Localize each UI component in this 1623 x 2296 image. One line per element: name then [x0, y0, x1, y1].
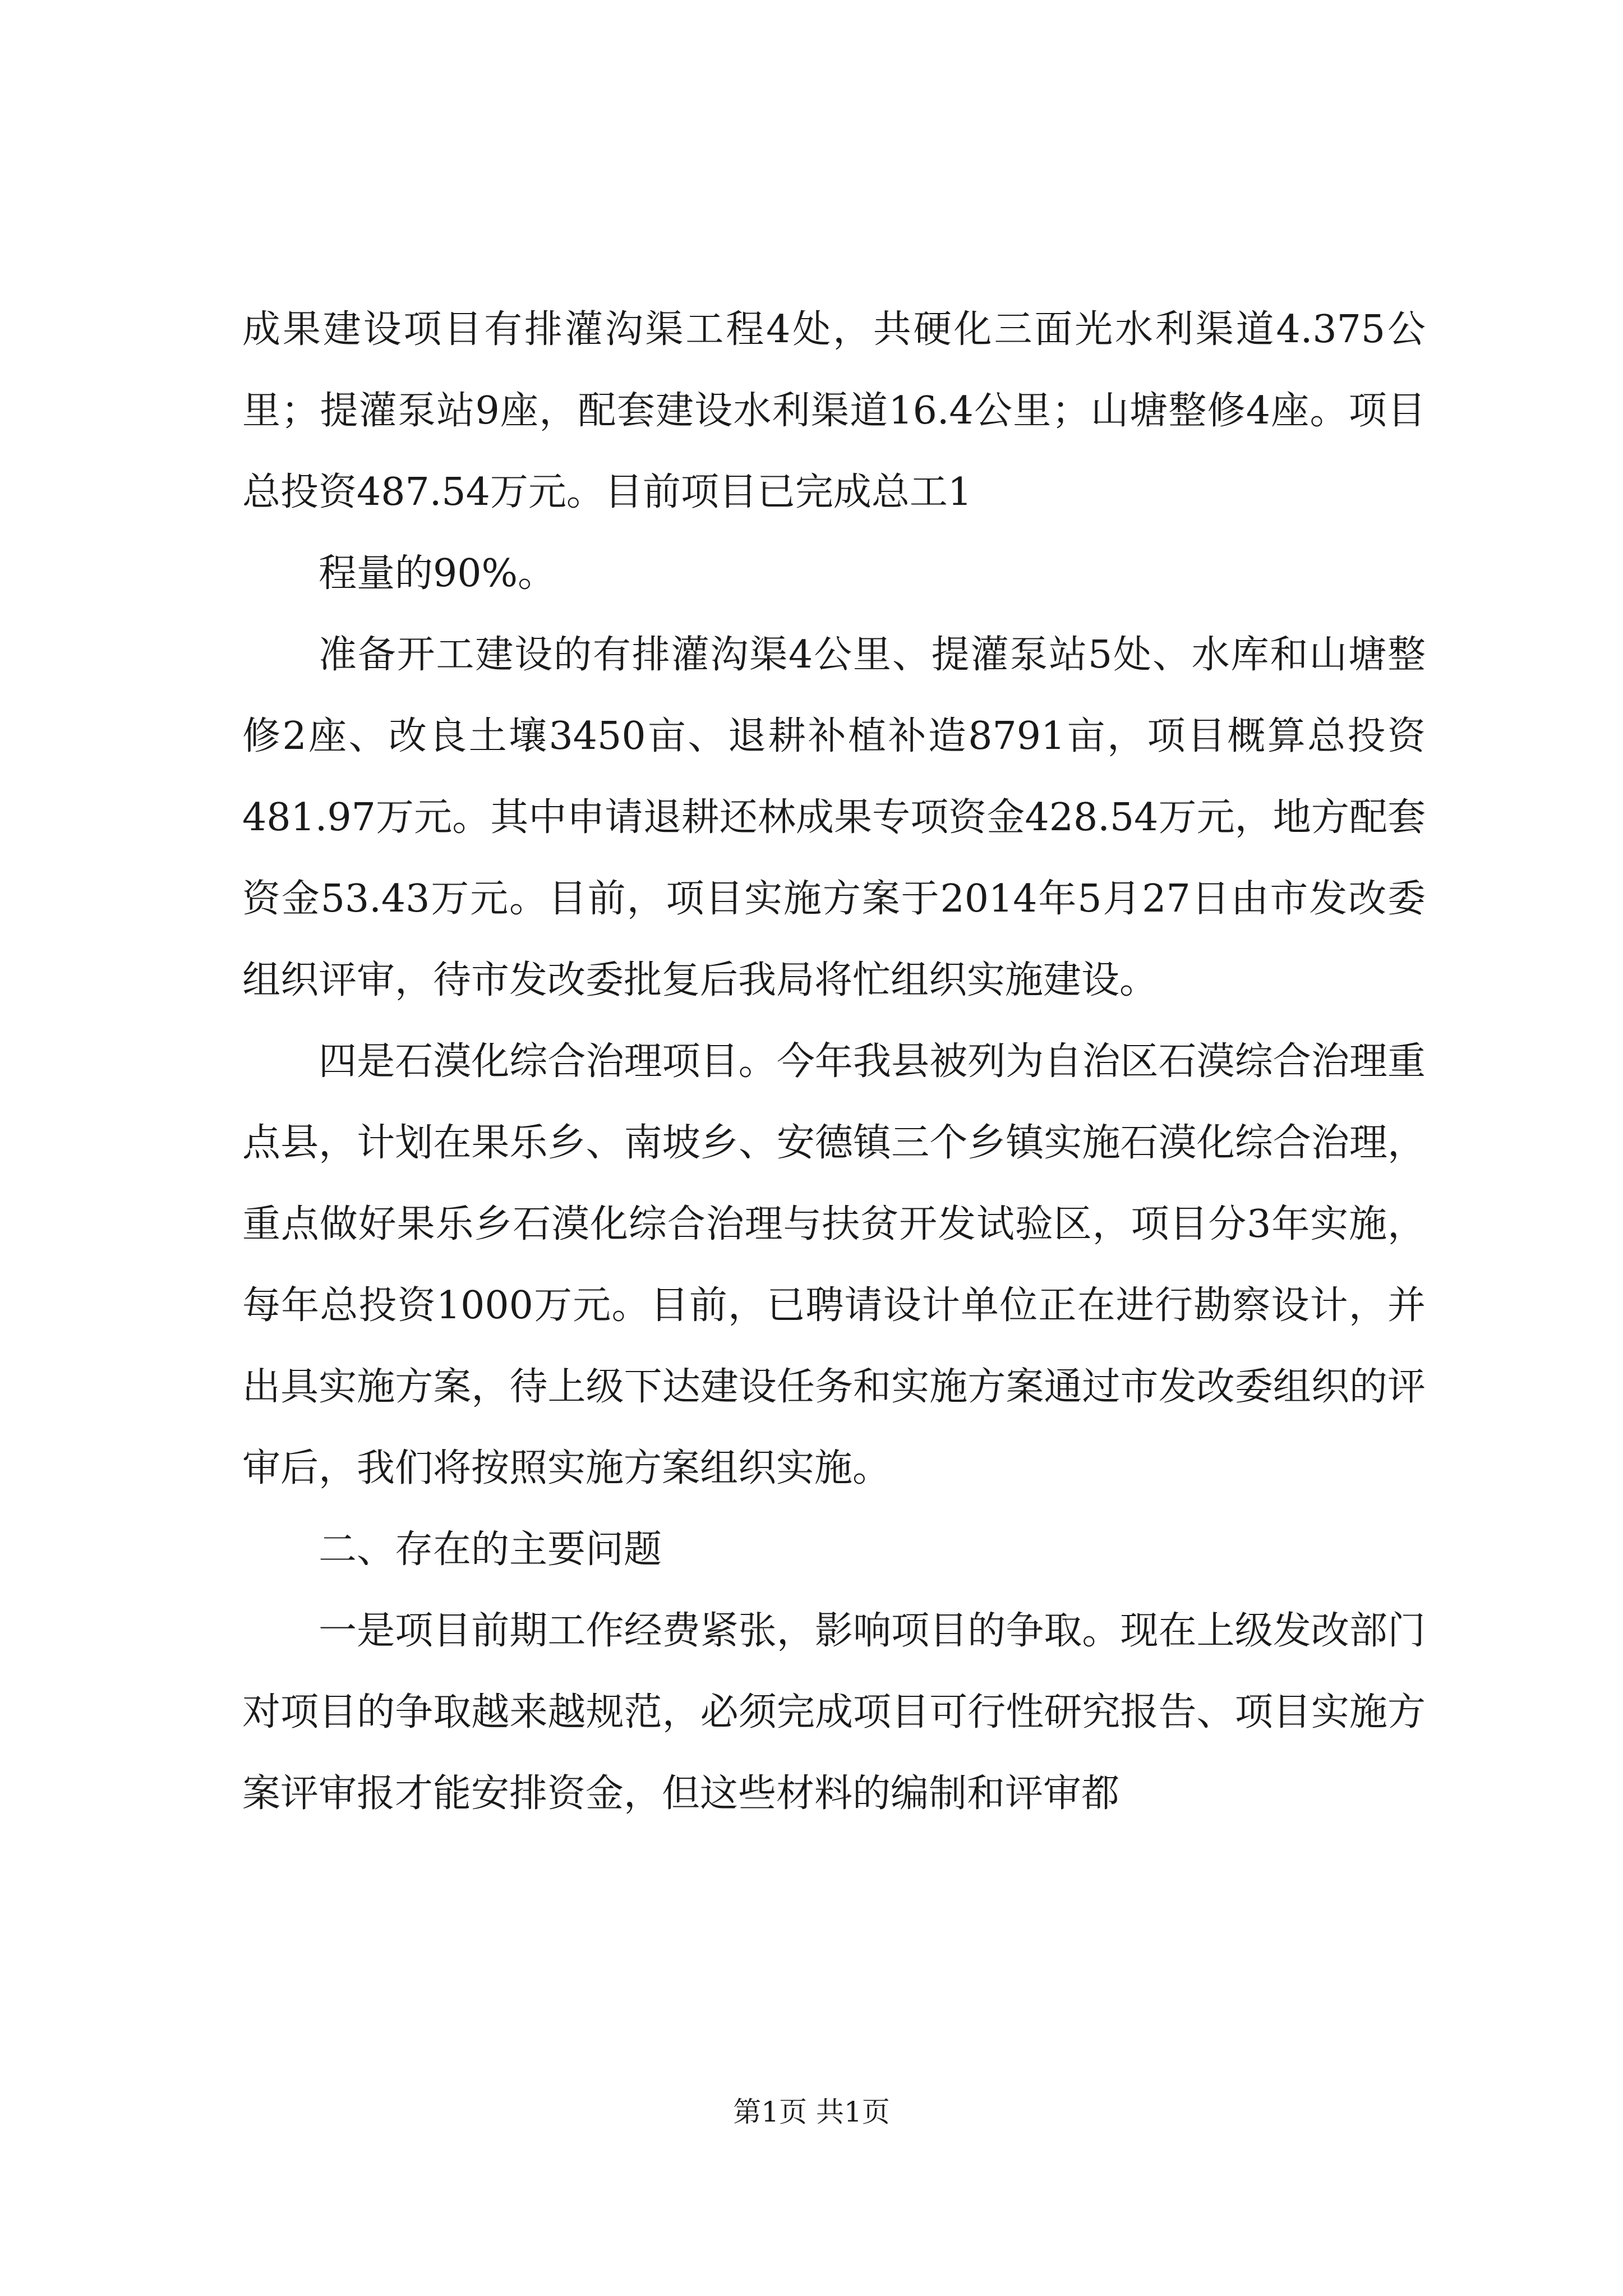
paragraph-1: 成果建设项目有排灌沟渠工程4处，共硬化三面光水利渠道4.375公里；提灌泵站9座，配套建设水利渠道16.4公里；山塘整修4座。项目总投资487.54万元。目前项目已完成总工1 — [242, 307, 1426, 514]
document-body — [242, 289, 1426, 1834]
section-heading: 二、存在的主要问题 — [319, 1527, 662, 1572]
page-footer: 第1页 共1页 — [733, 2096, 890, 2128]
paragraph-3: 准备开工建设的有排灌沟渠4公里、提灌泵站5处、水库和山塘整修2座、改良土壤3450亩、退耕补植补造8791亩，项目概算总投资481.97万元。其中申请退耕还林成果专项资金428.54万元，地方配套资金53.43万元。目前，项目实施方案于2014年5月27日由市发改委组织评审，待市发改委批复后我局将忙组织实施建设。 — [242, 633, 1426, 1002]
paragraph-2: 程量的90%。 — [319, 551, 556, 596]
paragraph-5: 一是项目前期工作经费紧张，影响项目的争取。现在上级发改部门对项目的争取越来越规范，必须完成项目可行性研究报告、项目实施方案评审报才能安排资金，但这些材料的编制和评审都 — [242, 1609, 1426, 1816]
paragraph-4: 四是石漠化综合治理项目。今年我县被列为自治区石漠综合治理重点县，计划在果乐乡、南坡乡、安德镇三个乡镇实施石漠化综合治理，重点做好果乐乡石漠化综合治理与扶贫开发试验区，项目分3年实施，每年总投资1000万元。目前，已聘请设计单位正在进行勘察设计，并出具实施方案，待上级下达建设任务和实施方案通过市发改委组织的评审后，我们将按照实施方案组织实施。 — [242, 1039, 1426, 1490]
